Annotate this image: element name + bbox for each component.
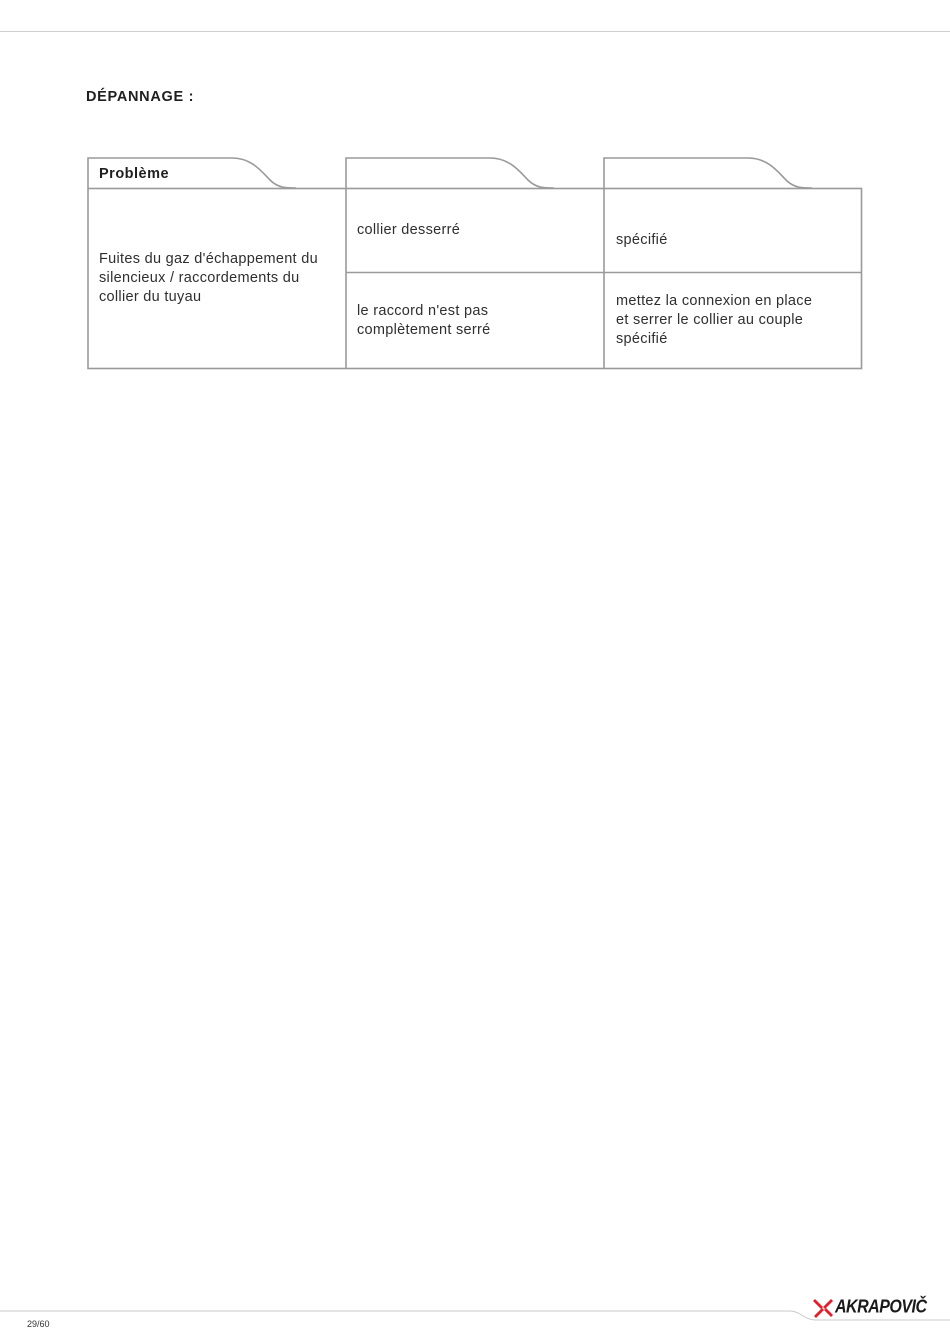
header-problem: Problème	[99, 166, 170, 182]
problem-cell	[99, 250, 318, 307]
problem-line: Fuites du gaz d'échappement du	[99, 251, 318, 267]
tab-remedy-outline	[604, 158, 812, 188]
problem-line: silencieux / raccordements du	[99, 270, 300, 286]
footer-rule	[0, 1305, 950, 1325]
brand-name: AKRAPOVIČ	[835, 1297, 927, 1318]
brand-logo	[812, 1296, 927, 1320]
cause-line: collier desserré	[357, 222, 461, 238]
problem-line: collier du tuyau	[99, 289, 202, 305]
cause-line: le raccord n'est pas	[357, 303, 489, 319]
section-title: DÉPANNAGE :	[86, 89, 195, 105]
cause-cell-2	[357, 302, 491, 340]
cause-line: complètement serré	[357, 322, 491, 338]
header-rule	[0, 31, 950, 32]
tab-cause-outline	[346, 158, 554, 188]
remedy-line: spécifié	[616, 232, 668, 248]
remedy-cell-2	[616, 292, 812, 349]
scorpion-icon	[812, 1296, 834, 1320]
remedy-line: mettez la connexion en place	[616, 293, 813, 309]
remedy-cell-1	[616, 231, 668, 250]
cause-cell-1	[357, 221, 460, 240]
page-number: 29/60	[27, 1319, 50, 1329]
remedy-line: spécifié	[616, 331, 668, 347]
remedy-line: et serrer le collier au couple	[616, 312, 804, 328]
